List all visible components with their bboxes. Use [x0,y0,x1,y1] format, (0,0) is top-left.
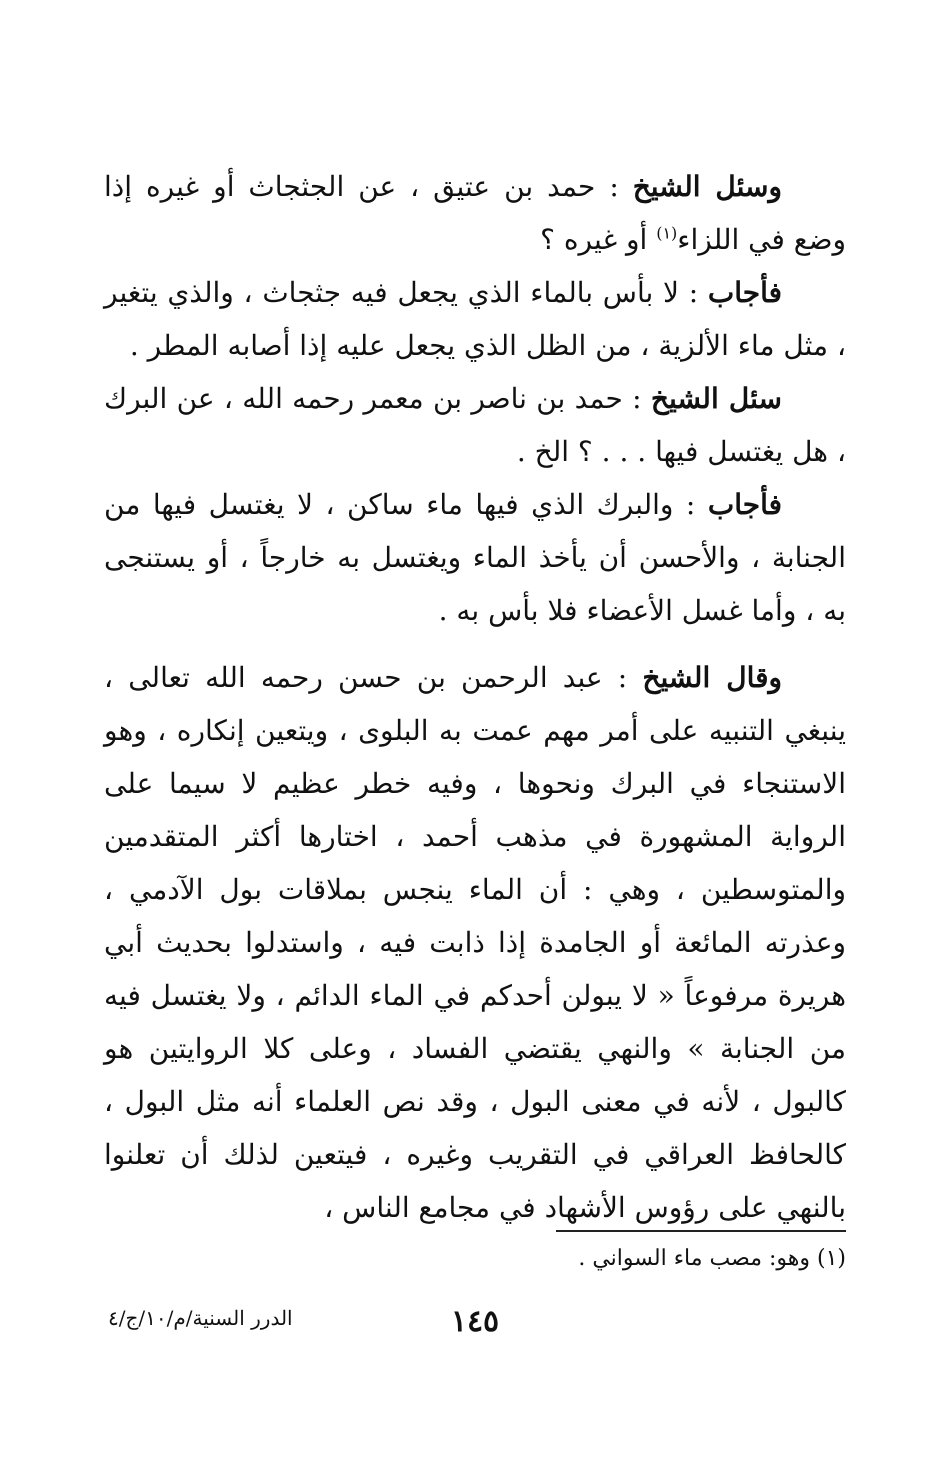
paragraph-lead: سئل الشيخ [650,382,782,415]
paragraph-question-1 [104,160,846,266]
paragraph-answer-2 [104,478,846,637]
paragraph-lead: وقال الشيخ [642,661,783,694]
paragraph-lead: وسئل الشيخ [632,170,782,203]
paragraph-lead: فأجاب [707,276,782,309]
paragraph-text: : عبد الرحمن بن حسن رحمه الله تعالى ، ينبغي التنبيه على أمر مهم عمت به البلوى ، ويتعين إنكاره ، وهو الاستنجاء في البرك ونحوها ، وفيه خطر عظيم لا سيما على الرواية المشهورة في مذهب أحمد ، اختارها أكثر المتقدمين والمتوسطين ، وهي : أن الماء ينجس بملاقات بول الآدمي ، وعذرته المائعة أو الجامدة إذا ذابت فيه ، واستدلوا بحديث أبي هريرة مرفوعاً « لا يبولن أحدكم في الماء الدائم ، ولا يغتسل فيه من الجنابة » والنهي يقتضي الفساد ، وعلى كلا الروايتين هو كالبول ، لأنه في معنى البول ، وقد نص العلماء أنه مثل البول ، كالحافظ العراقي في التقريب وغيره ، فيتعين لذلك أن تعلنوا بالنهي على رؤوس الأشهاد في مجامع الناس ، [104,661,846,1224]
paragraph-lead: فأجاب [707,488,782,521]
running-footer: الدرر السنية/م/١٠/ج/٤ [108,1306,293,1330]
paragraph-question-2 [104,372,846,478]
paragraph-text: : والبرك الذي فيها ماء ساكن ، لا يغتسل فيها من الجنابة ، والأحسن أن يأخذ الماء ويغتسل به خارجاً ، أو يستنجى به ، وأما غسل الأعضاء فلا بأس به . [104,488,846,627]
paragraph-text: : لا بأس بالماء الذي يجعل فيه جثجاث ، والذي يتغير ، مثل ماء الألزية ، من الظل الذي يجعل عليه إذا أصابه المطر . [104,276,846,362]
body-text [104,160,846,1234]
footnote: (١) وهو: مصب ماء السواني . [578,1246,846,1271]
paragraph-text: : حمد بن عتيق ، عن الجثجاث أو غيره إذا وضع في اللزاء [104,170,846,256]
footnote-reference: (١) [656,223,678,243]
page-number: ١٤٥ [450,1304,500,1339]
paragraph-answer-1 [104,266,846,372]
paragraph-text: : حمد بن ناصر بن معمر رحمه الله ، عن البرك ، هل يغتسل فيها . . . ؟ الخ . [104,382,846,468]
paragraph-statement [104,651,846,1234]
footnote-divider [556,1230,846,1232]
paragraph-text-tail: أو غيره ؟ [540,223,657,256]
